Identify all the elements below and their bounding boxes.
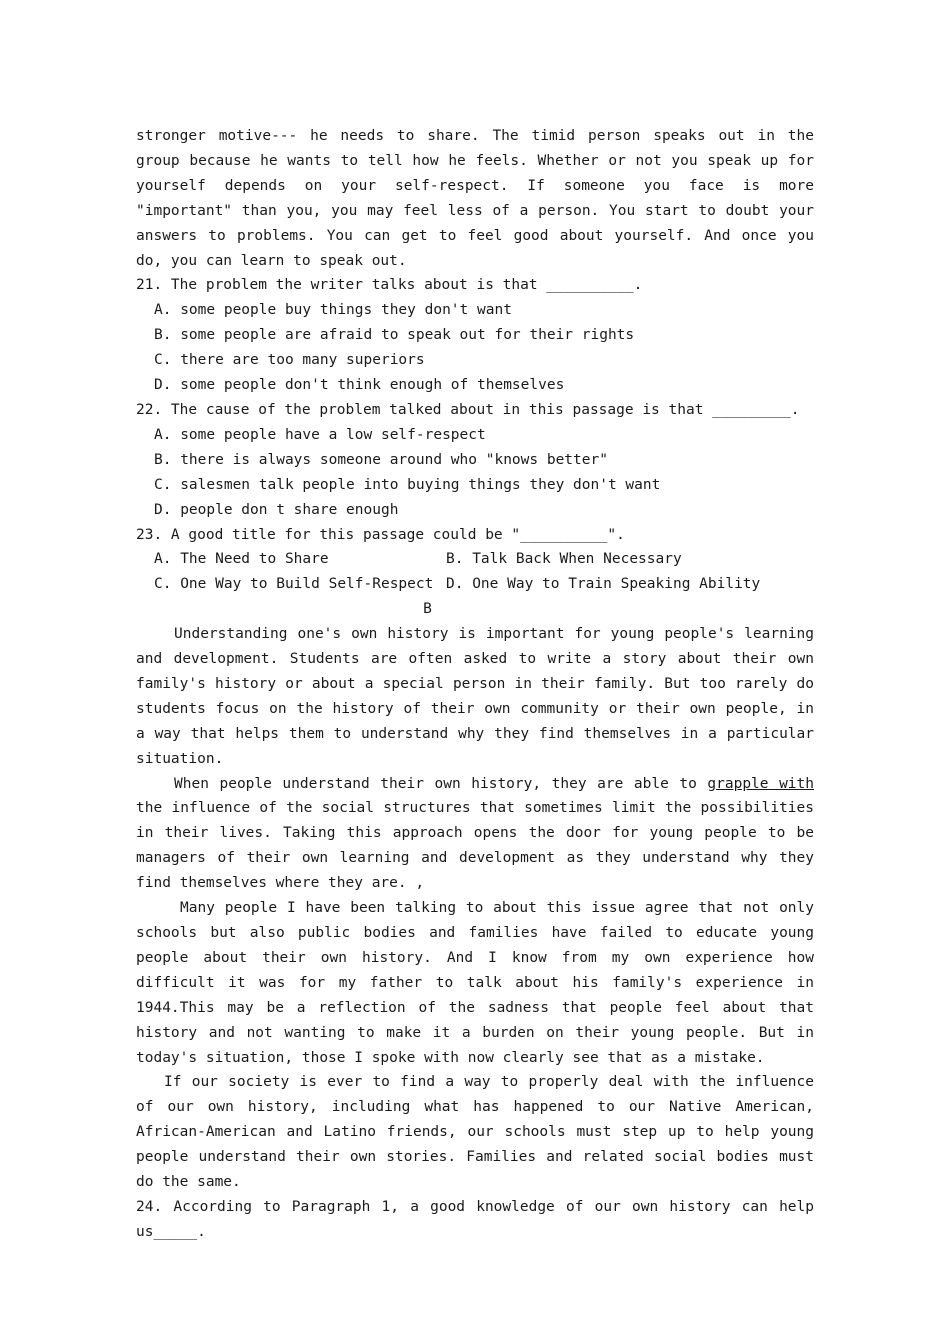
- section-b-heading: B: [423, 601, 432, 618]
- question-23-option-a: A. The Need to Share: [154, 551, 329, 568]
- question-22-option-d: D. people don t share enough: [154, 501, 399, 518]
- question-21-stem: 21. The problem the writer talks about is that __________.: [136, 277, 643, 294]
- underlined-phrase: grapple with: [707, 775, 814, 792]
- question-23: [136, 523, 814, 598]
- question-21-option-a: A. some people buy things they don't want: [154, 302, 512, 319]
- question-23-option-b: B. Talk Back When Necessary: [446, 551, 682, 568]
- question-21-option-d: D. some people don't think enough of themselves: [154, 377, 565, 394]
- question-24-stem: 24. According to Paragraph 1, a good knowledge of our own history can help us_____.: [136, 1198, 814, 1240]
- paragraph-2-text-after: the influence of the social structures that sometimes limit the possibilities in their lives. Taking this approach opens the door for young people to be managers of their own learning and development as they understand why they find themselves where they are. ,: [136, 800, 814, 892]
- paragraph-2-text-before: When people understand their own history, they are able to: [174, 775, 708, 792]
- question-21-option-b: B. some people are afraid to speak out for their rights: [154, 327, 635, 344]
- question-22-option-c: C. salesmen talk people into buying things they don't want: [154, 476, 661, 493]
- passage-b-paragraph-4: If our society is ever to find a way to properly deal with the influence of our own history, including what has happened to our Native American, African-American and Latino friends, our schools must step up to help young people understand their own stories. Families and related social bodies must do the same.: [136, 1074, 814, 1191]
- passage-b-paragraph-1: Understanding one's own history is important for young people's learning and development. Students are often asked to write a story about their own family's history or about a special person in their family. But too rarely do students focus on the history of their own community or their own people, in a way that helps them to understand why they find themselves in a particular situation.: [136, 626, 814, 767]
- question-21-option-c: C. there are too many superiors: [154, 352, 425, 369]
- passage-a-ending: stronger motive--- he needs to share. The timid person speaks out in the group because he wants to tell how he feels. Whether or not you speak up for yourself depends on your self-respect. If someone you face is more "important" than you, you may feel less of a person. You start to doubt your answers to problems. You can get to feel good about yourself. And once you do, you can learn to speak out.: [136, 128, 814, 269]
- passage-b-paragraph-3: Many people I have been talking to about this issue agree that not only schools but also public bodies and families have failed to educate young people about their own history. And I know from my own experience how difficult it was for my father to talk about his family's experience in 1944.This may be a reflection of the sadness that people feel about that history and not wanting to make it a burden on their young people. But in today's situation, those I spoke with now clearly see that as a mistake.: [136, 900, 814, 1066]
- question-23-stem: 23. A good title for this passage could be "__________".: [136, 526, 625, 543]
- question-22-option-b: B. there is always someone around who "knows better": [154, 451, 608, 468]
- passage-b-paragraph-2: [136, 772, 814, 897]
- document-content: [136, 124, 814, 1245]
- question-23-option-d: D. One Way to Train Speaking Ability: [446, 576, 761, 593]
- question-23-options-row-1: [136, 547, 814, 572]
- question-22-option-a: A. some people have a low self-respect: [154, 426, 486, 443]
- question-22-stem: 22. The cause of the problem talked about in this passage is that _________.: [136, 401, 800, 418]
- question-23-options-row-2: [136, 572, 814, 597]
- question-21: [136, 273, 814, 398]
- question-23-option-c: C. One Way to Build Self-Respect: [154, 576, 434, 593]
- question-22: [136, 398, 814, 523]
